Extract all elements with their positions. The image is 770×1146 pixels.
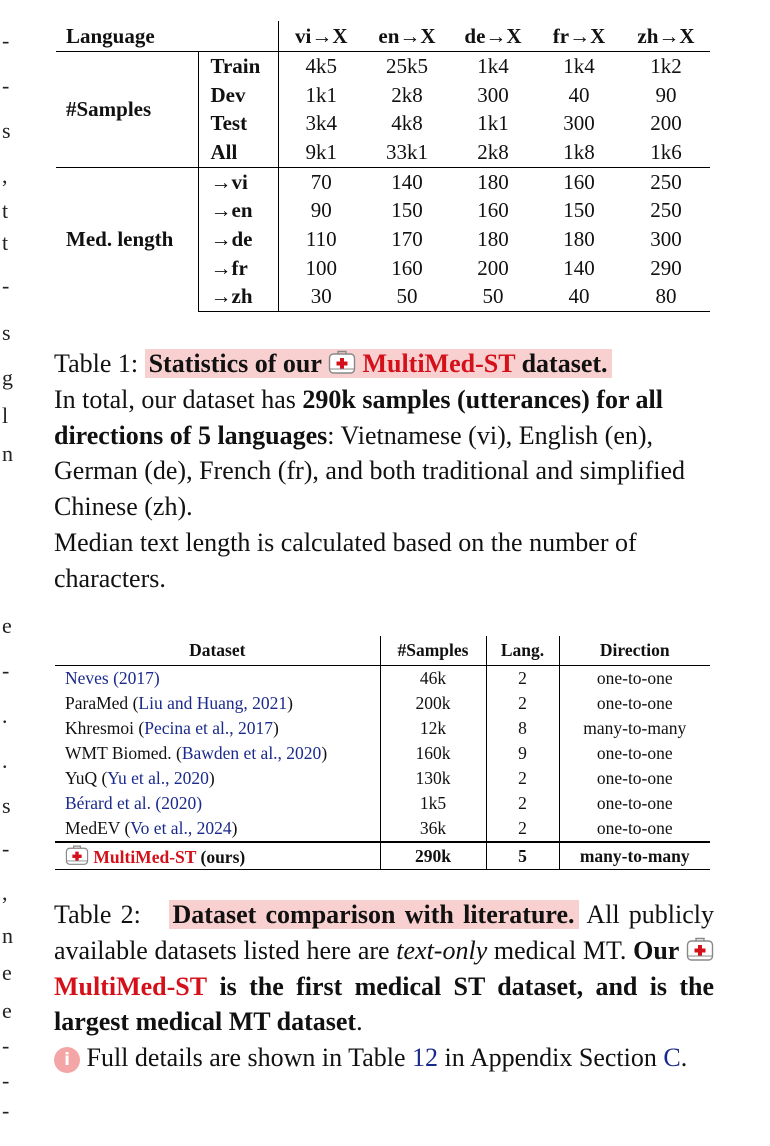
table-cell: 100 — [305, 255, 337, 280]
table-cell: 300 — [650, 226, 682, 251]
table-cell: 300 — [563, 111, 595, 136]
table-cell: 1k1 — [305, 82, 337, 107]
caption-bold-text: Our — [633, 935, 680, 965]
table-row — [55, 716, 710, 741]
column-header: de→X — [450, 21, 536, 52]
dataset-cell: Khresmoi (Pecina et al., 2017) — [65, 718, 279, 738]
margin-glyph: l — [2, 403, 9, 428]
table-row — [56, 52, 710, 81]
margin-glyph: - — [2, 1068, 10, 1093]
table-cell: 1k2 — [650, 53, 682, 78]
brand-name: MultiMed-ST — [362, 349, 516, 378]
table-cell: 36k — [380, 816, 486, 842]
table-cell: 180 — [450, 167, 536, 196]
caption-highlight — [145, 349, 612, 378]
margin-glyph: s — [2, 320, 11, 345]
margin-glyph: - — [2, 28, 10, 53]
left-margin-fragments — [0, 0, 16, 1146]
column-header: zh→X — [622, 21, 710, 52]
brand-name: MultiMed-ST — [93, 847, 197, 867]
table-cell: one-to-one — [559, 741, 710, 766]
caption-italic-text: text-only — [396, 935, 488, 965]
table-cell: 1k8 — [563, 139, 595, 164]
table-cell: 40 — [536, 283, 622, 312]
column-header: Lang. — [486, 636, 559, 666]
table-cell: 1k4 — [563, 53, 595, 78]
column-header: Dataset — [55, 636, 380, 666]
caption-text: : Vietnamese (vi), English (en), German (de), French (fr), and both traditional and simplified Chinese (zh). — [54, 420, 686, 522]
brand-name: MultiMed-ST — [54, 971, 208, 1001]
table-cell: 5 — [486, 842, 559, 870]
margin-glyph: s — [2, 118, 11, 143]
table-cell: 25k5 — [386, 53, 428, 78]
table-cell: 1k5 — [380, 791, 486, 816]
row-label: Test — [198, 109, 278, 138]
table-cell: 2k8 — [391, 82, 423, 107]
table-cell: 2 — [486, 666, 559, 692]
margin-glyph: . — [2, 703, 8, 728]
dataset-name: MedEV — [65, 818, 121, 838]
medical-kit-icon — [65, 844, 89, 866]
table-cell: 300 — [477, 82, 509, 107]
citation-link[interactable]: Vo et al., 2024 — [130, 818, 232, 838]
table-cell: 200 — [650, 111, 682, 136]
column-header: #Samples — [380, 636, 486, 666]
margin-glyph: - — [2, 1098, 10, 1123]
table-cell: 70 — [278, 167, 364, 196]
table-cell: 50 — [364, 283, 450, 312]
margin-glyph: - — [2, 273, 10, 298]
table-cell: 90 — [655, 82, 677, 107]
citation-link[interactable]: Bérard et al. (2020) — [65, 793, 203, 813]
table-header-row — [55, 636, 710, 666]
margin-glyph: , — [2, 163, 8, 188]
table-cell: 1k4 — [477, 53, 509, 78]
table-cell: 9 — [486, 741, 559, 766]
table-cell: 2 — [486, 766, 559, 791]
caption-bold-text: 290k samples (utterances) for all directions of 5 languages — [54, 384, 663, 450]
table-cell: 2 — [486, 816, 559, 842]
table-cell: 80 — [622, 283, 710, 312]
dataset-cell — [55, 842, 380, 870]
citation-link[interactable]: Liu and Huang, 2021 — [138, 693, 288, 713]
table-cell: 250 — [650, 198, 682, 223]
margin-glyph: - — [2, 658, 10, 683]
dataset-name: Khresmoi — [65, 718, 135, 738]
margin-glyph: . — [2, 748, 8, 773]
table-row — [55, 741, 710, 766]
margin-glyph: s — [2, 793, 11, 818]
caption-label: Table 2: — [54, 900, 141, 929]
dataset-name: ParaMed — [65, 693, 129, 713]
table-cell: 290 — [650, 255, 682, 280]
margin-glyph: - — [2, 73, 10, 98]
margin-glyph: - — [2, 1033, 10, 1058]
table-cell: 2 — [486, 791, 559, 816]
margin-glyph: t — [2, 198, 9, 223]
table-row — [56, 167, 710, 196]
table-row — [55, 816, 710, 842]
table-cell: 9k1 — [305, 139, 337, 164]
caption-text: . — [356, 1007, 363, 1037]
table-cell: 200k — [380, 691, 486, 716]
row-label: All — [198, 138, 278, 167]
table-reference-link[interactable]: 12 — [412, 1043, 439, 1073]
column-header: vi→X — [278, 21, 364, 52]
margin-glyph: , — [2, 880, 8, 905]
caption-text: In total, our dataset has — [54, 384, 296, 414]
table-header-row — [56, 21, 710, 52]
table-cell: one-to-one — [559, 791, 710, 816]
table-cell: one-to-one — [559, 666, 710, 692]
medical-kit-icon — [328, 349, 356, 375]
medical-kit-icon — [686, 936, 714, 962]
dataset-name: YuQ — [65, 768, 98, 788]
table-cell: 2 — [486, 691, 559, 716]
table-cell: 3k4 — [305, 111, 337, 136]
caption-text: in Appendix Section — [444, 1043, 657, 1073]
caption-highlight-text: dataset. — [521, 349, 608, 378]
statistics-table — [56, 21, 710, 312]
row-label: →vi — [198, 167, 278, 196]
column-header: Language — [56, 21, 278, 52]
citation-link[interactable]: Neves (2017) — [65, 668, 160, 688]
table-cell: 290k — [380, 842, 486, 870]
table-cell: 160k — [380, 741, 486, 766]
row-label: →en — [198, 196, 278, 225]
table-row — [55, 666, 710, 692]
table-cell: 250 — [622, 167, 710, 196]
table-cell: 160 — [391, 255, 423, 280]
table-cell: 150 — [391, 198, 423, 223]
table-row — [55, 791, 710, 816]
table1-caption — [54, 346, 714, 597]
margin-glyph: - — [2, 836, 10, 861]
row-label: →de — [198, 225, 278, 254]
ours-suffix: (ours) — [200, 847, 246, 867]
table-cell: one-to-one — [559, 766, 710, 791]
caption-highlight-text: Statistics of our — [148, 349, 322, 378]
row-group-label: #Samples — [66, 96, 152, 121]
dataset-comparison-table — [55, 636, 710, 870]
caption-highlight: Dataset comparison with literature. — [169, 900, 579, 929]
column-header: en→X — [364, 21, 450, 52]
caption-bold-text: is the first medical ST dataset, and is the largest medical MT dataset — [54, 971, 715, 1037]
citation-link[interactable]: Pecina et al., 2017 — [144, 718, 274, 738]
section-reference-link[interactable]: C — [663, 1043, 681, 1073]
caption-text: All publicly available datasets listed here are — [54, 900, 714, 965]
dataset-cell: MedEV (Vo et al., 2024) — [65, 818, 238, 838]
table-row — [55, 766, 710, 791]
table-cell: 2k8 — [477, 139, 509, 164]
dataset-cell: ParaMed (Liu and Huang, 2021) — [65, 693, 293, 713]
table-cell: 150 — [563, 198, 595, 223]
table-cell: 140 — [364, 167, 450, 196]
table-cell: 180 — [477, 226, 509, 251]
table-cell: one-to-one — [559, 691, 710, 716]
caption-text: medical MT. — [493, 935, 627, 965]
row-group-label: Med. length — [56, 167, 198, 311]
table2-caption — [54, 897, 714, 1076]
row-label: →fr — [198, 254, 278, 283]
info-icon: i — [54, 1047, 80, 1073]
table-cell: 40 — [568, 82, 590, 107]
table-row — [55, 691, 710, 716]
row-label: Dev — [198, 81, 278, 110]
table-cell: 90 — [310, 198, 332, 223]
caption-text: Full details are shown in Table — [86, 1043, 406, 1073]
table-cell: 160 — [477, 198, 509, 223]
table-cell: many-to-many — [559, 842, 710, 870]
table-cell: 1k1 — [477, 111, 509, 136]
ours-row — [55, 842, 710, 870]
table-cell: many-to-many — [559, 716, 710, 741]
dataset-cell: WMT Biomed. (Bawden et al., 2020) — [65, 743, 328, 763]
table-cell: one-to-one — [559, 816, 710, 842]
margin-glyph: t — [2, 230, 9, 255]
margin-glyph: n — [2, 923, 13, 948]
table-cell: 180 — [563, 226, 595, 251]
caption-label: Table 1: — [54, 349, 139, 378]
table-cell: 4k8 — [391, 111, 423, 136]
margin-glyph: g — [2, 365, 13, 390]
row-label: →zh — [198, 283, 278, 312]
margin-glyph: n — [2, 441, 13, 466]
caption-text: . — [680, 1043, 688, 1073]
table-cell: 4k5 — [305, 53, 337, 78]
column-header: Direction — [559, 636, 710, 666]
dataset-cell — [55, 666, 380, 692]
table-cell: 30 — [278, 283, 364, 312]
row-label: Train — [198, 52, 278, 81]
margin-glyph: e — [2, 960, 12, 985]
dataset-name: WMT Biomed. — [65, 743, 172, 763]
margin-glyph: e — [2, 613, 12, 638]
table-cell: 50 — [450, 283, 536, 312]
table-cell: 160 — [536, 167, 622, 196]
column-header: fr→X — [536, 21, 622, 52]
dataset-cell: YuQ (Yu et al., 2020) — [65, 768, 215, 788]
table-cell: 8 — [486, 716, 559, 741]
table-cell: 1k6 — [650, 139, 682, 164]
table-cell: 200 — [477, 255, 509, 280]
margin-glyph: e — [2, 998, 12, 1023]
caption-text: Median text length is calculated based on the number of characters. — [54, 527, 637, 593]
table-cell: 170 — [391, 226, 423, 251]
citation-link[interactable]: Bawden et al., 2020 — [181, 743, 322, 763]
citation-link[interactable]: Yu et al., 2020 — [107, 768, 209, 788]
table-cell: 33k1 — [386, 139, 428, 164]
table-cell: 140 — [563, 255, 595, 280]
table-cell: 130k — [380, 766, 486, 791]
table-cell: 110 — [305, 226, 337, 251]
table-cell: 12k — [380, 716, 486, 741]
table-cell: 46k — [380, 666, 486, 692]
dataset-cell — [55, 791, 380, 816]
